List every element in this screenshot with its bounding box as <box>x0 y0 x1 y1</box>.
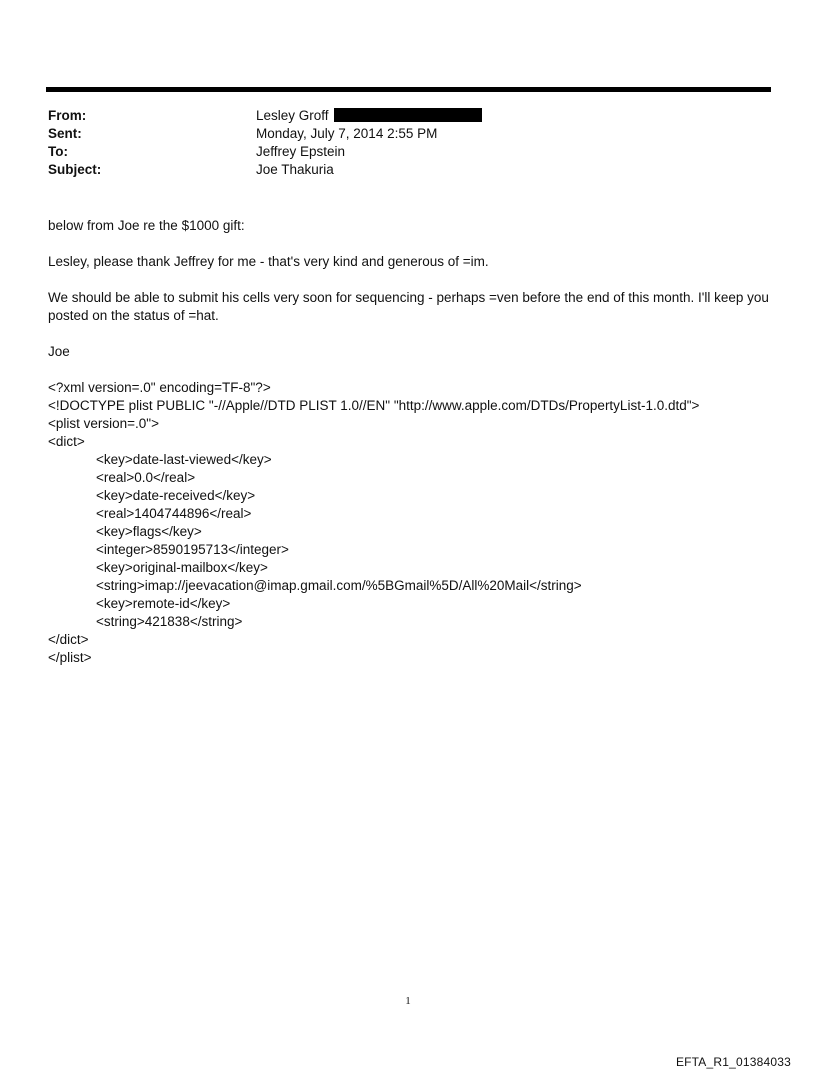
body-update: We should be able to submit his cells very soon for sequencing - perhaps =ven before the end of this month. I'll keep you posted on the status of =hat. <box>48 290 769 323</box>
subject-label: Subject: <box>48 162 102 177</box>
to-row <box>48 143 482 161</box>
page-number: 1 <box>405 995 411 1007</box>
xml-line: <plist version=.0"> <box>48 416 159 431</box>
email-body <box>48 217 778 667</box>
document-id: EFTA_R1_01384033 <box>675 1055 791 1069</box>
xml-line: <!DOCTYPE plist PUBLIC "-//Apple//DTD PLIST 1.0//EN" "http://www.apple.com/DTDs/PropertyList-1.0.dtd"> <box>48 398 700 413</box>
xml-line: <string>421838</string> <box>96 614 243 629</box>
email-header <box>48 107 482 179</box>
xml-line: <real>0.0</real> <box>96 470 196 485</box>
body-intro: below from Joe re the $1000 gift: <box>48 218 245 233</box>
xml-line: <key>date-received</key> <box>96 488 256 503</box>
sent-label: Sent: <box>48 126 82 141</box>
xml-line: </dict> <box>48 632 89 647</box>
from-name: Lesley Groff <box>256 108 329 123</box>
xml-line: <key>remote-id</key> <box>96 596 231 611</box>
from-value <box>256 107 482 125</box>
xml-line: <key>date-last-viewed</key> <box>96 452 272 467</box>
subject-value: Joe Thakuria <box>256 162 334 177</box>
xml-line: </plist> <box>48 650 92 665</box>
xml-line: <key>flags</key> <box>96 524 202 539</box>
body-signoff: Joe <box>48 344 70 359</box>
header-divider <box>46 87 771 92</box>
redaction-bar <box>334 108 482 122</box>
body-thanks: Lesley, please thank Jeffrey for me - that's very kind and generous of =im. <box>48 254 489 269</box>
sent-value: Monday, July 7, 2014 2:55 PM <box>256 126 438 141</box>
xml-line: <key>original-mailbox</key> <box>96 560 268 575</box>
subject-row <box>48 161 482 179</box>
xml-plist-block <box>48 379 778 667</box>
from-label: From: <box>48 108 87 123</box>
xml-line: <integer>8590195713</integer> <box>96 542 289 557</box>
to-value: Jeffrey Epstein <box>256 144 346 159</box>
xml-line: <dict> <box>48 434 85 449</box>
xml-line: <real>1404744896</real> <box>96 506 252 521</box>
xml-line: <string>imap://jeevacation@imap.gmail.com/%5BGmail%5D/All%20Mail</string> <box>96 578 582 593</box>
xml-line: <?xml version=.0" encoding=TF-8"?> <box>48 380 271 395</box>
to-label: To: <box>48 144 68 159</box>
from-row <box>48 107 482 125</box>
sent-row <box>48 125 482 143</box>
